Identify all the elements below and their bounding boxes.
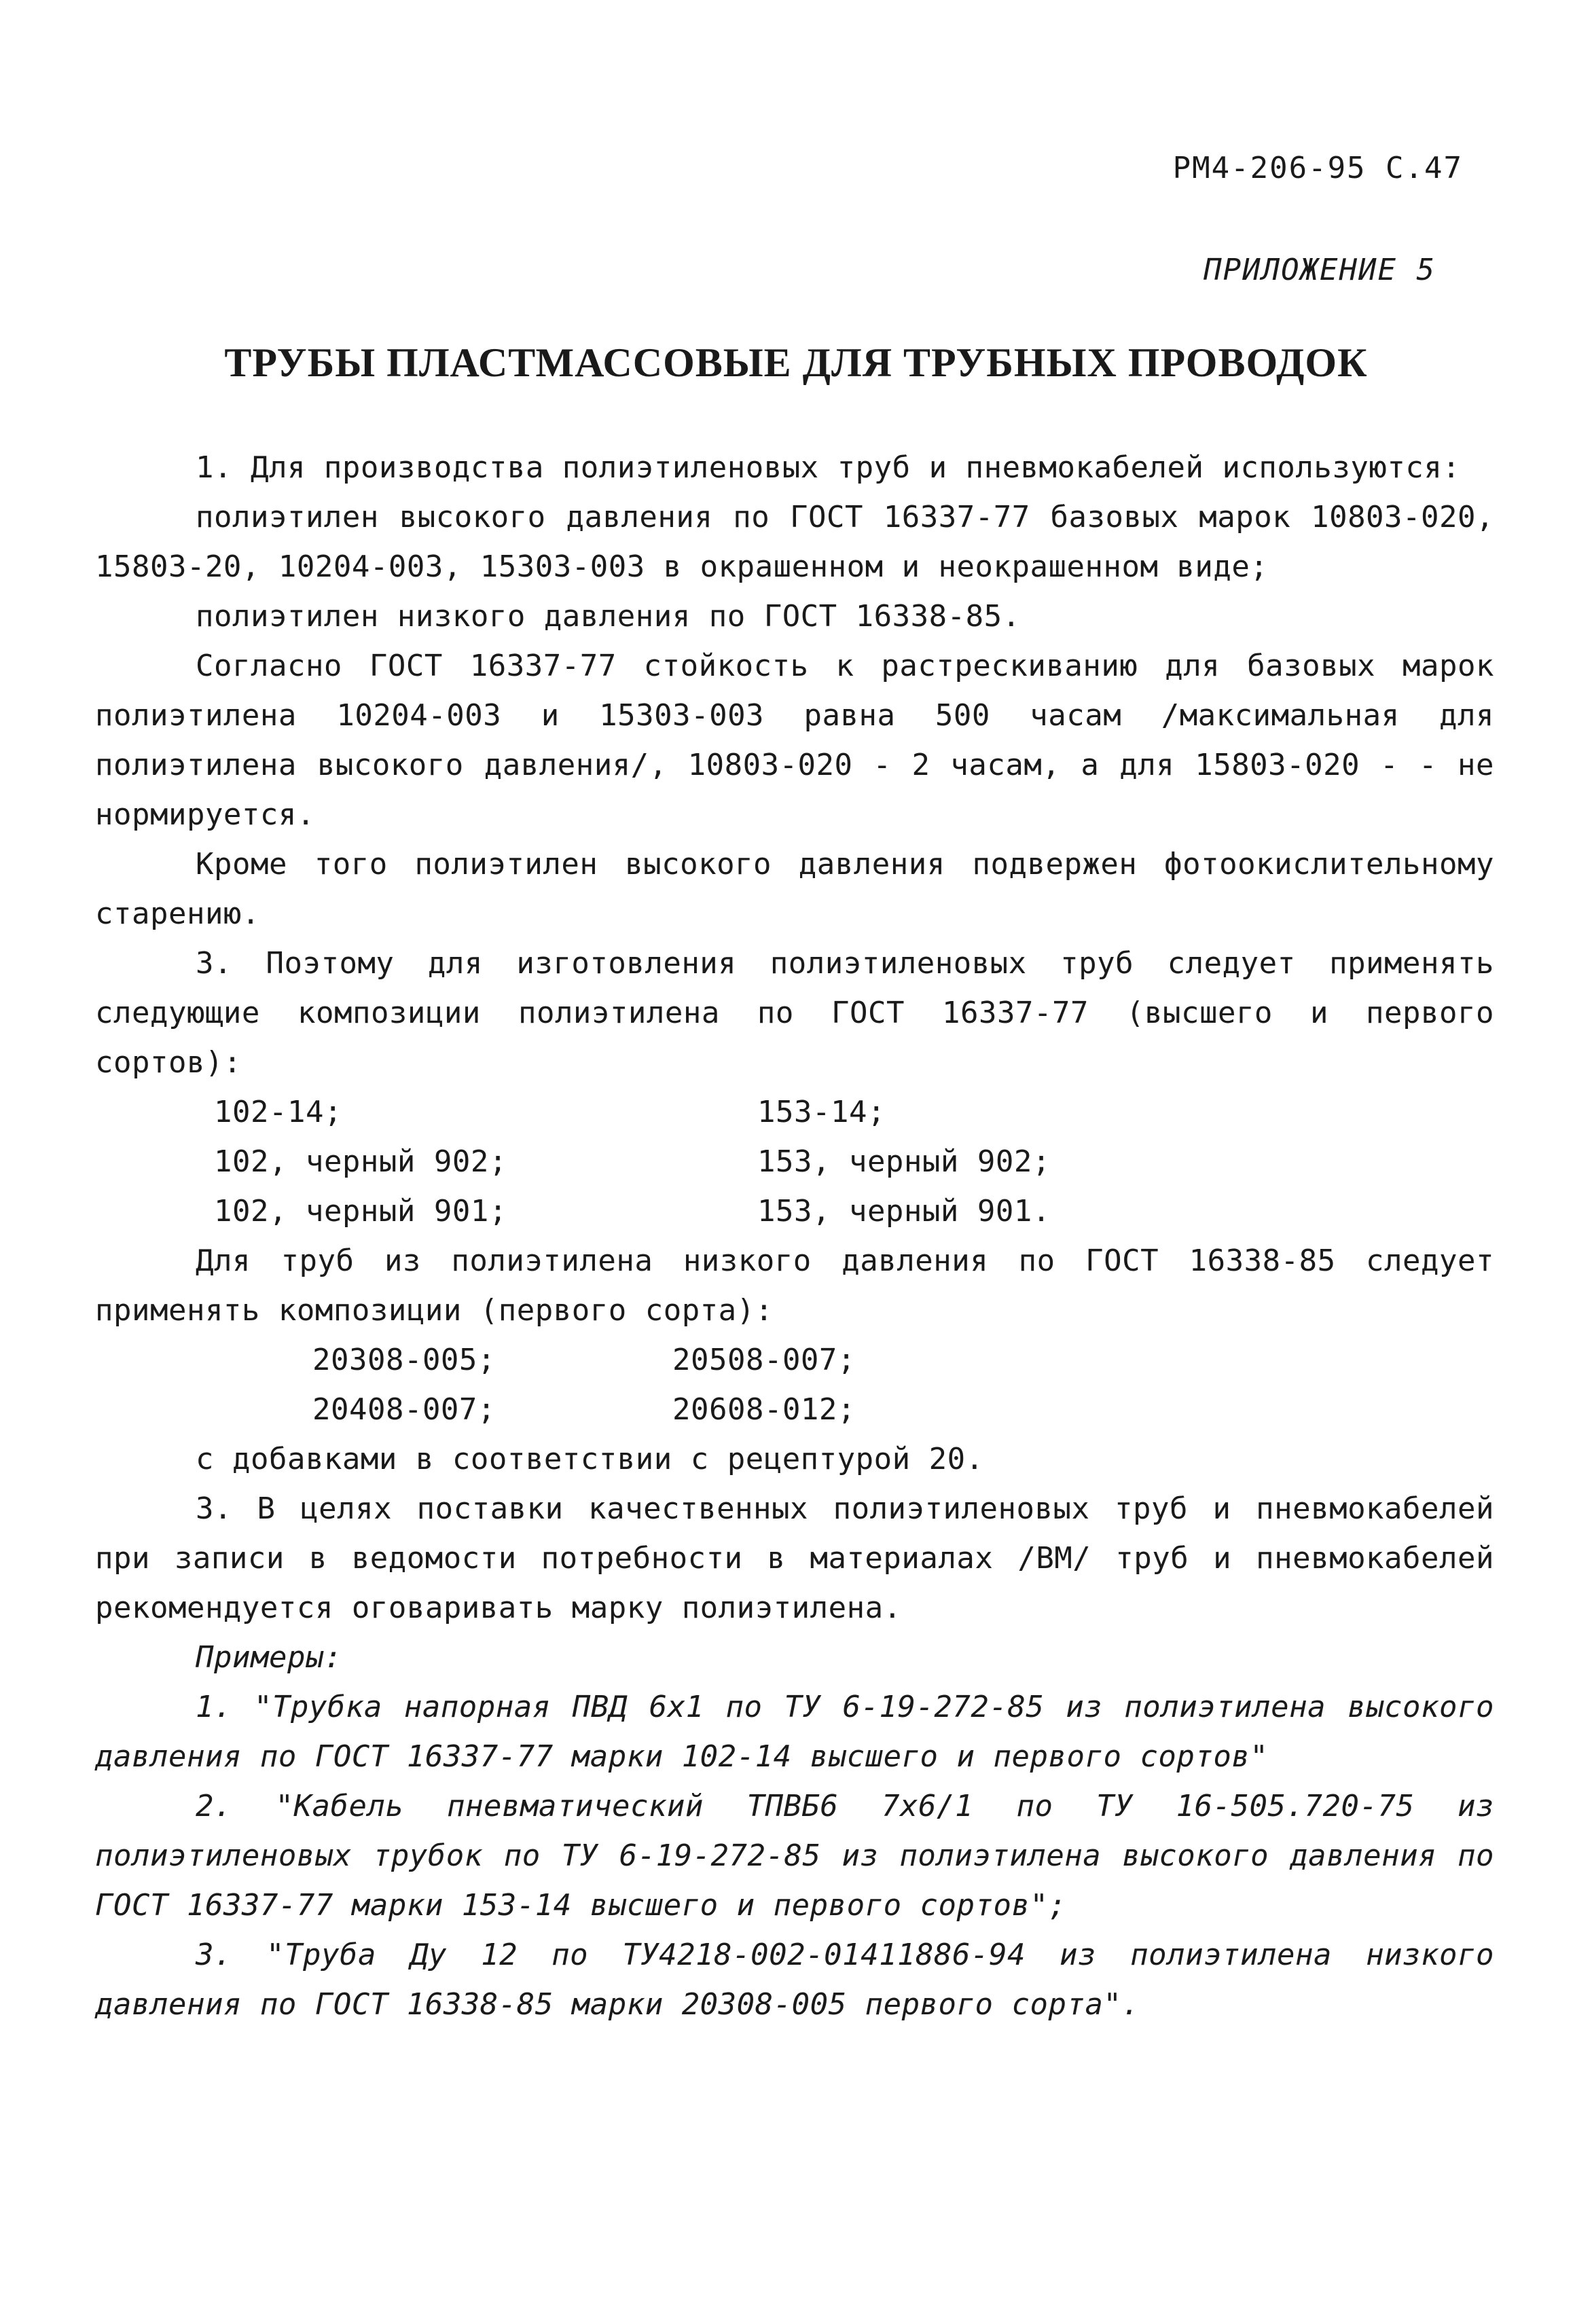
document-reference: РМ4-206-95 С.47 xyxy=(1172,151,1463,185)
composition-row xyxy=(95,1186,1494,1236)
paragraph-8: с добавками в соответствии с рецептурой 20. xyxy=(196,1442,984,1476)
paragraph-2: полиэтилен высокого давления по ГОСТ 16337-77 базовых марок 10803-020, 15803-20, 10204-003, 15303-003 в окрашенном и неокрашенном виде; xyxy=(95,500,1494,584)
composition-right: 153, черный 901. xyxy=(757,1194,1051,1229)
composition-right: 153-14; xyxy=(757,1095,886,1129)
paragraph-5: Кроме того полиэтилен высокого давления подвержен фотоокислительному старению. xyxy=(95,847,1494,931)
page-title: ТРУБЫ ПЛАСТМАССОВЫЕ ДЛЯ ТРУБНЫХ ПРОВОДОК xyxy=(224,340,1368,385)
example-1: 1. "Трубка напорная ПВД 6х1 по ТУ 6-19-272-85 из полиэтилена высокого давления по ГОСТ 16337-77 марки 102-14 высшего и первого сортов" xyxy=(95,1690,1494,1774)
paragraph-7: Для труб из полиэтилена низкого давления по ГОСТ 16338-85 следует применять композиции (первого сорта): xyxy=(95,1243,1494,1328)
composition-row xyxy=(95,1137,1494,1186)
example-3: 3. "Труба Ду 12 по ТУ4218-002-01411886-94 из полиэтилена низкого давления по ГОСТ 16338-85 марки 20308-005 первого сорта". xyxy=(95,1938,1494,2022)
examples-label: Примеры: xyxy=(196,1640,342,1675)
paragraph-4: Согласно ГОСТ 16337-77 стойкость к растрескиванию для базовых марок полиэтилена 10204-003 и 15303-003 равна 500 часам /максимальная для полиэтилена высокого давления/, 10803-020 - 2 часам, а для 15803-020 - - не нормируется. xyxy=(95,649,1494,832)
composition-right: 153, черный 902; xyxy=(757,1144,1051,1179)
paragraph-9: 3. В целях поставки качественных полиэтиленовых труб и пневмокабелей при записи в ведомости потребности в материалах /ВМ/ труб и пневмокабелей рекомендуется оговаривать марку полиэтилена. xyxy=(95,1491,1494,1625)
composition-row xyxy=(95,1335,1494,1385)
paragraph-6: 3. Поэтому для изготовления полиэтиленовых труб следует применять следующие композиции полиэтилена по ГОСТ 16337-77 (высшего и первого сортов): xyxy=(95,946,1494,1080)
paragraph-1: 1. Для производства полиэтиленовых труб и пневмокабелей используются: xyxy=(196,450,1461,485)
composition-left: 102-14; xyxy=(214,1095,342,1129)
composition-row xyxy=(95,1385,1494,1434)
composition-right: 20508-007; xyxy=(672,1343,856,1377)
paragraph-3: полиэтилен низкого давления по ГОСТ 16338-85. xyxy=(196,599,1021,634)
composition-row xyxy=(95,1087,1494,1137)
composition-right: 20608-012; xyxy=(672,1392,856,1427)
composition-left: 102, черный 901; xyxy=(214,1194,507,1229)
example-2: 2. "Кабель пневматический ТПВБ6 7х6/1 по ТУ 16-505.720-75 из полиэтиленовых трубок по ТУ 6-19-272-85 из полиэтилена высокого давления по ГОСТ 16337-77 марки 153-14 высшего и первого сортов"; xyxy=(95,1789,1494,1923)
composition-left: 20308-005; xyxy=(312,1343,496,1377)
composition-left: 102, черный 902; xyxy=(214,1144,507,1179)
appendix-label: ПРИЛОЖЕНИЕ 5 xyxy=(1204,253,1436,287)
document-body xyxy=(95,443,1494,2029)
composition-left: 20408-007; xyxy=(312,1392,496,1427)
